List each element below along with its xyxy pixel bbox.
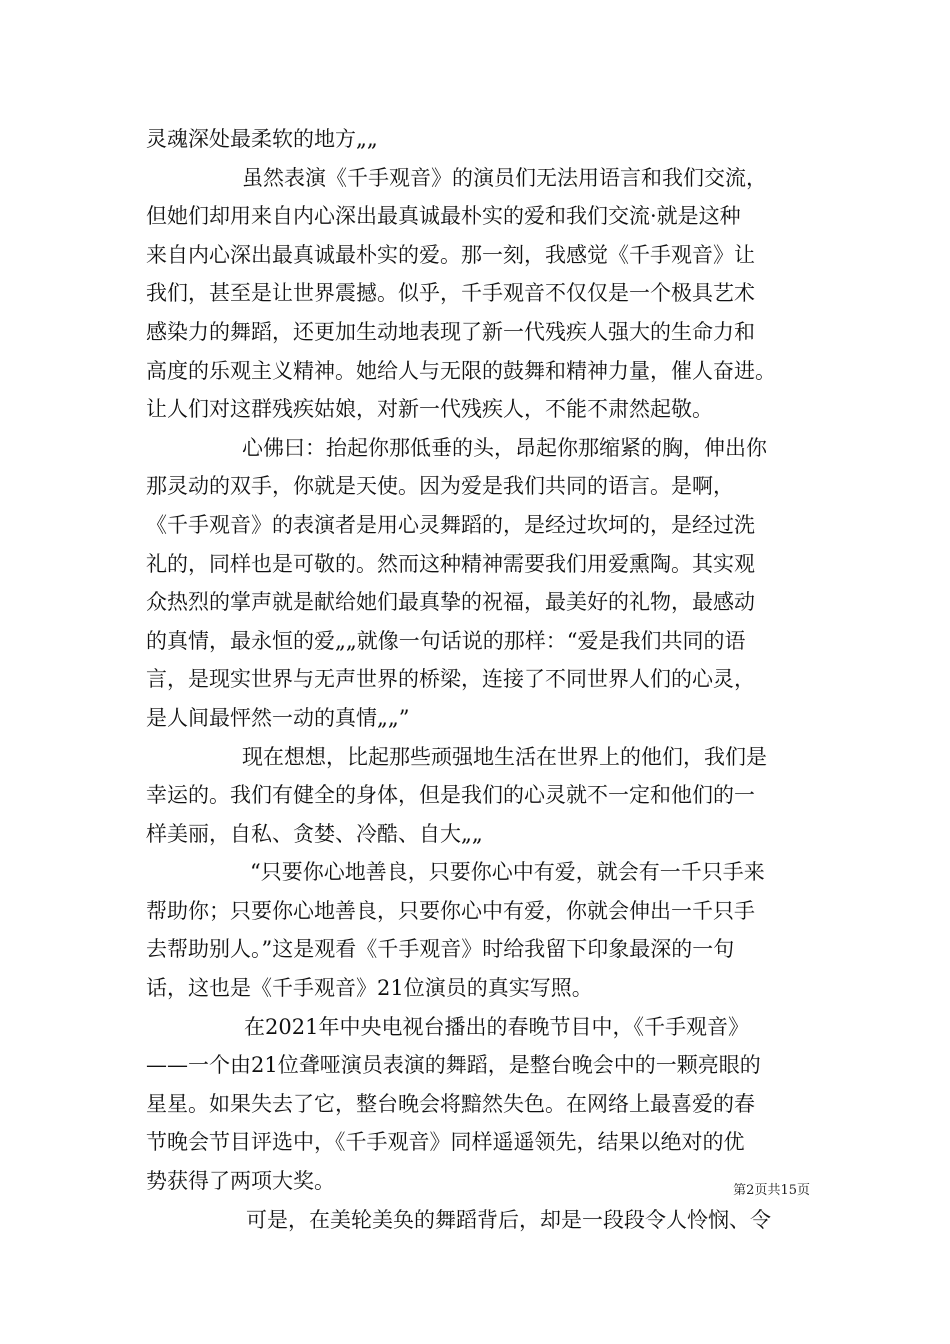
text-line: 言，是现实世界与无声世界的桥梁，连接了不同世界人们的心灵， [146,667,755,692]
text-line: 是人间最怦然一动的真情„„” [146,705,410,730]
text-line: 众热烈的掌声就是献给她们最真挚的祝福，最美好的礼物，最感动 [146,590,755,615]
body-text [146,120,826,1239]
paragraph-first-line: 在2021年中央电视台播出的春晚节目中，《千手观音》 [244,1014,749,1039]
text-line: 我们，甚至是让世界震撼。似乎，千手观音不仅仅是一个极具艺术 [146,281,755,306]
text-line: 礼的，同样也是可敬的。然而这种精神需要我们用爱熏陶。其实观 [146,551,755,576]
text-line: 样美丽，自私、贪婪、冷酷、自大„„ [146,821,483,846]
text-line: 感染力的舞蹈，还更加生动地表现了新一代残疾人强大的生命力和 [146,319,755,344]
paragraph-first-line: 虽然表演《千手观音》的演员们无法用语言和我们交流， [242,165,767,190]
text-line: 那灵动的双手，你就是天使。因为爱是我们共同的语言。是啊， [146,474,734,499]
text-line: 幸运的。我们有健全的身体，但是我们的心灵就不一定和他们的一 [146,783,755,808]
text-line: 但她们却用来自内心深出最真诚最朴实的爱和我们交流·就是这种 [146,204,741,229]
text-line: 势获得了两项大奖。 [146,1169,335,1194]
text-line: 来自内心深出最真诚最朴实的爱。那一刻，我感觉《千手观音》让 [146,242,755,267]
text-line: ——一个由21位聋哑演员表演的舞蹈，是整台晚会中的一颗亮眼的 [146,1053,761,1078]
text-line: 让人们对这群残疾姑娘，对新一代残疾人，不能不肃然起敬。 [146,397,713,422]
paragraph-first-line: 心佛曰：抬起你那低垂的头，昂起你那缩紧的胸，伸出你 [242,435,767,460]
text-line: 去帮助别人。”这是观看《千手观音》时给我留下印象最深的一句 [146,937,735,962]
text-line: 高度的乐观主义精神。她给人与无限的鼓舞和精神力量，催人奋进。 [146,358,776,383]
text-line: 节晚会节目评选中，《千手观音》同样遥遥领先，结果以绝对的优 [146,1130,745,1155]
paragraph-first-line: 现在想想，比起那些顽强地生活在世界上的他们，我们是 [242,744,767,769]
text-line: 星星。如果失去了它，整台晚会将黯然失色。在网络上最喜爱的春 [146,1091,755,1116]
text-line: 的真情，最永恒的爱„„就像一句话说的那样：“爱是我们共同的语 [146,628,746,653]
paragraph-first-line: 可是，在美轮美奂的舞蹈背后，却是一段段令人怜悯、令 [246,1207,771,1232]
text-line: 话，这也是《千手观音》21位演员的真实写照。 [146,976,593,1001]
text-line: 帮助你；只要你心地善良，只要你心中有爱，你就会伸出一千只手 [146,898,755,923]
page-number-footer: 第2页共15页 [733,1183,810,1198]
paragraph-first-line: “只要你心地善良，只要你心中有爱，就会有一千只手来 [250,860,765,885]
text-line: 《千手观音》的表演者是用心灵舞蹈的，是经过坎坷的，是经过洗 [146,512,755,537]
text-line: 灵魂深处最柔软的地方„„ [146,127,378,151]
